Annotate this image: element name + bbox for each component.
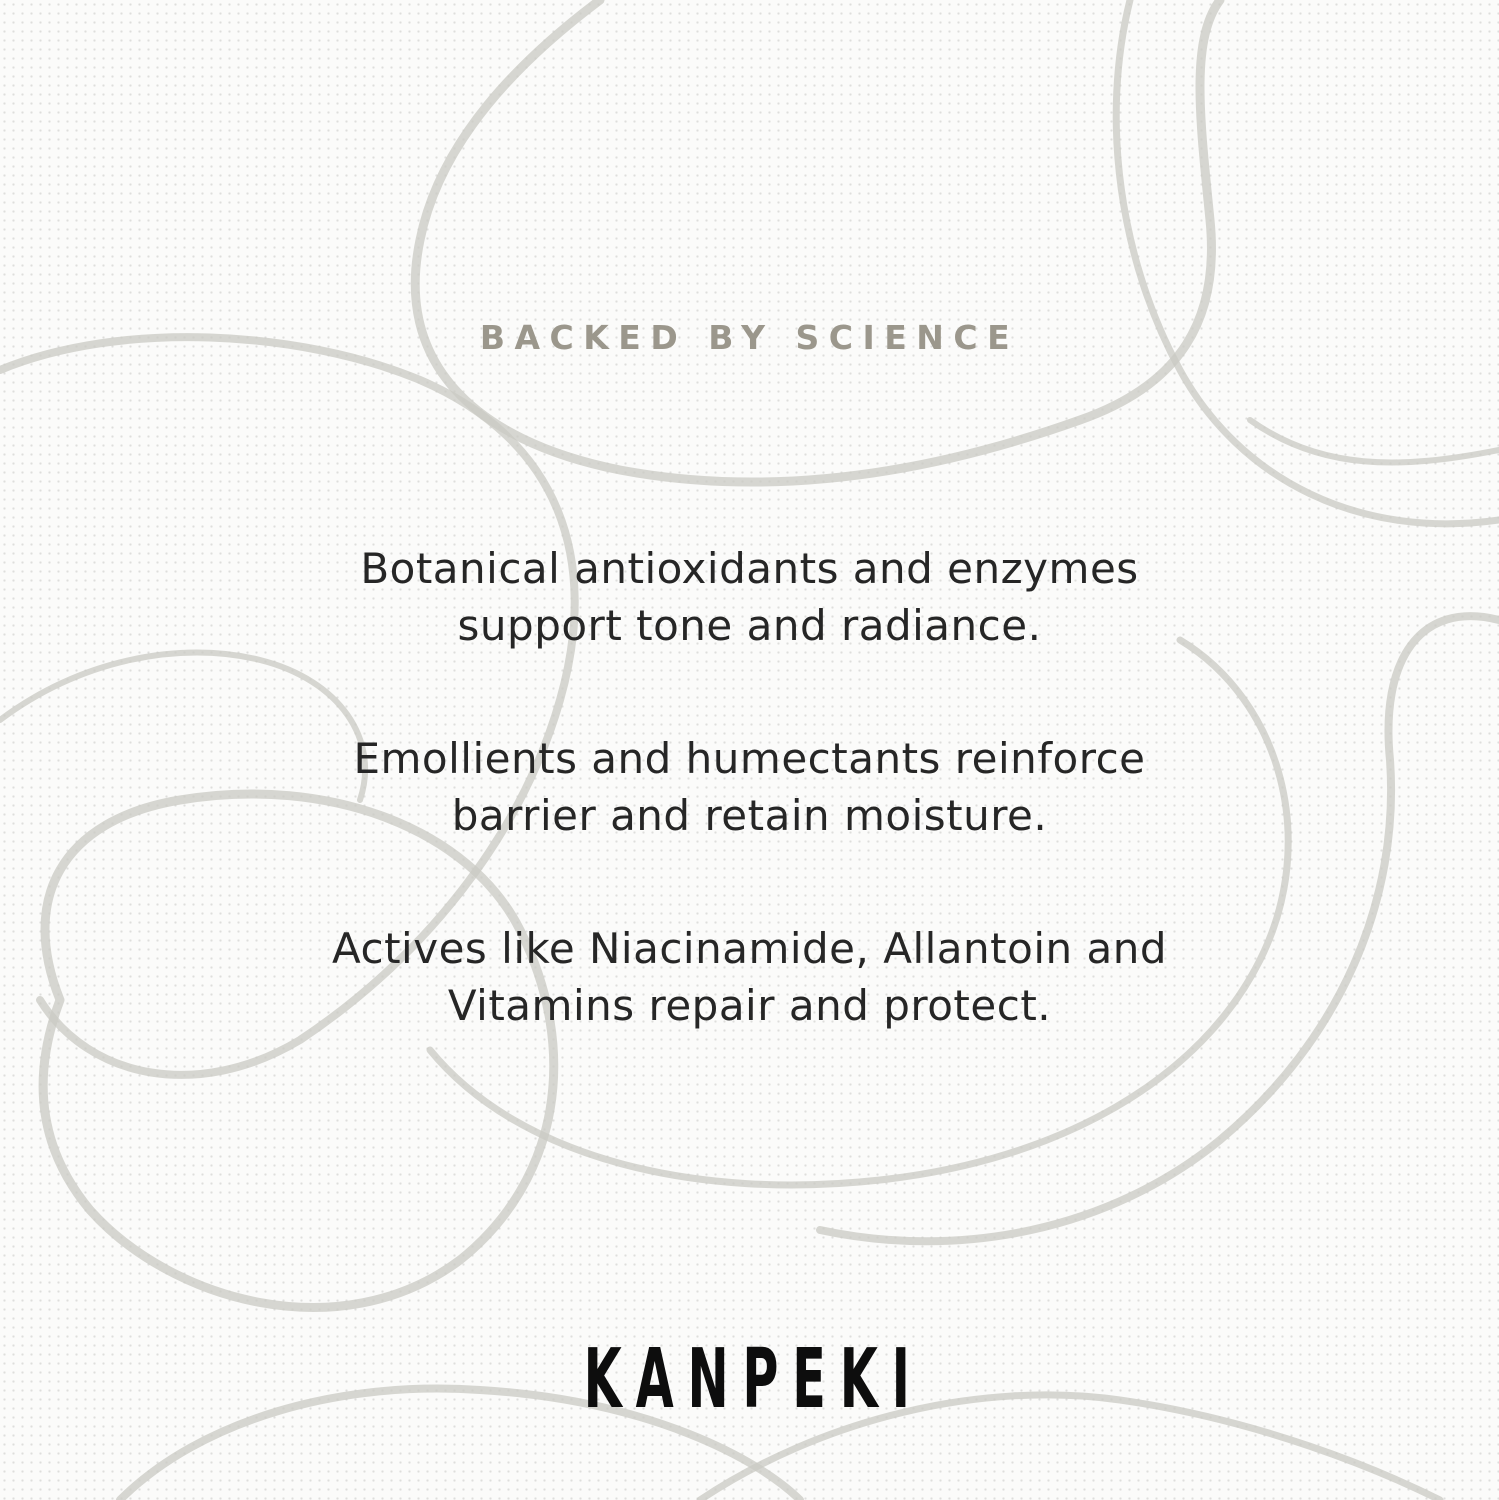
statement-antioxidants: Botanical antioxidants and enzymes support tone and radiance. — [360, 544, 1139, 650]
statement-emollients: Emollients and humectants reinforce barrier and retain moisture. — [353, 734, 1146, 840]
swirl-upper-right — [1116, 0, 1499, 524]
brand-logo: KANPEKI — [583, 1332, 924, 1427]
swirl-right-mid — [1250, 420, 1499, 462]
section-heading: BACKED BY SCIENCE — [479, 318, 1020, 357]
swirl-top-loop — [415, 0, 1220, 482]
benefit-statements — [200, 540, 1299, 1110]
statement-actives: Actives like Niacinamide, Allantoin and Vitamins repair and protect. — [332, 924, 1167, 1030]
